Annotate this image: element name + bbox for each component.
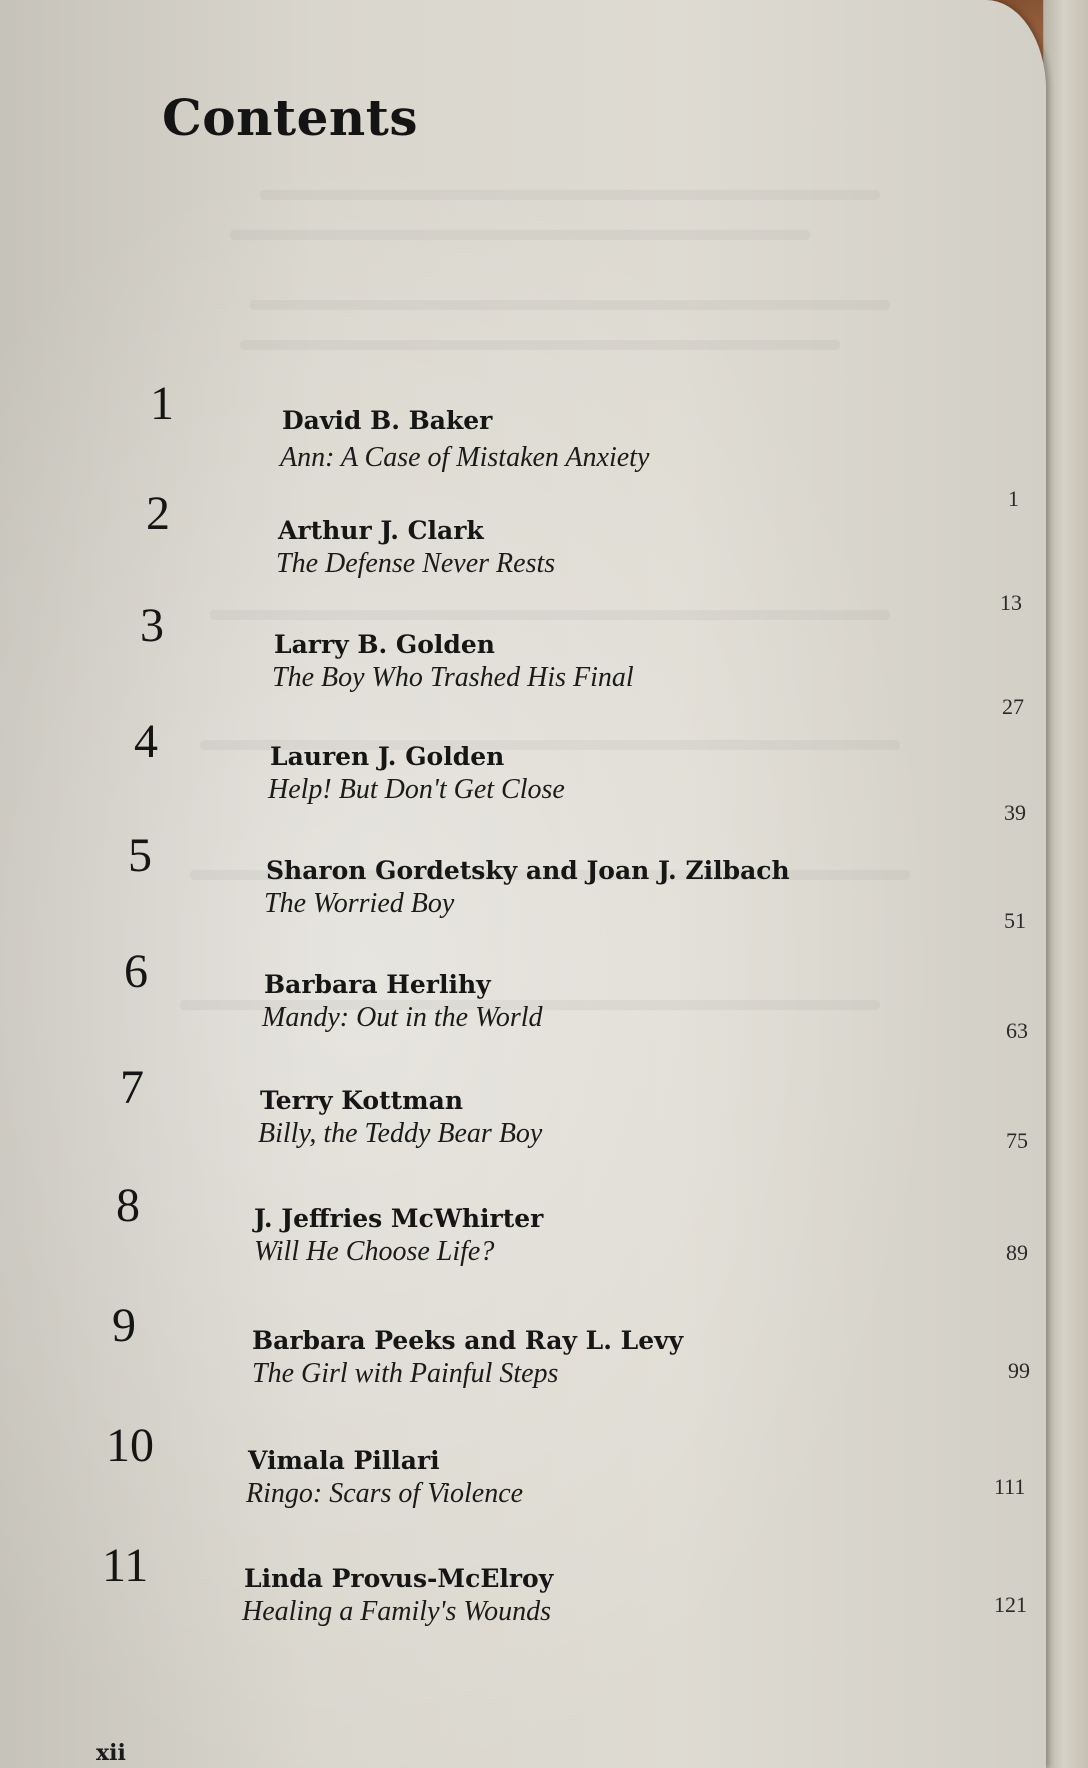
chapter-title: Ann: A Case of Mistaken Anxiety bbox=[280, 442, 650, 473]
chapter-title: Billy, the Teddy Bear Boy bbox=[258, 1118, 543, 1149]
chapter-number: 5 bbox=[128, 829, 152, 882]
chapter-author: Larry B. Golden bbox=[274, 630, 495, 659]
chapter-number: 10 bbox=[106, 1419, 154, 1472]
bleed-through bbox=[250, 300, 890, 310]
toc-entry bbox=[146, 486, 1046, 586]
chapter-number: 7 bbox=[120, 1061, 144, 1114]
page-number: 51 bbox=[1004, 908, 1026, 933]
chapter-title: Healing a Family's Wounds bbox=[242, 1596, 552, 1627]
toc-entry bbox=[150, 376, 1050, 476]
page-number: 39 bbox=[1004, 800, 1026, 825]
chapter-number: 8 bbox=[116, 1179, 140, 1232]
chapter-title: Will He Choose Life? bbox=[254, 1236, 495, 1267]
page-title: Contents bbox=[162, 88, 419, 147]
chapter-author: Terry Kottman bbox=[260, 1086, 463, 1115]
chapter-title: Help! But Don't Get Close bbox=[268, 774, 565, 805]
chapter-author: Barbara Peeks and Ray L. Levy bbox=[252, 1326, 684, 1355]
chapter-number: 6 bbox=[124, 945, 148, 998]
chapter-author: Lauren J. Golden bbox=[270, 742, 505, 771]
page-number: 13 bbox=[1000, 590, 1022, 615]
chapter-title: The Girl with Painful Steps bbox=[252, 1358, 559, 1389]
chapter-number: 1 bbox=[150, 377, 174, 430]
page-number: 121 bbox=[994, 1592, 1027, 1617]
chapter-author: Linda Provus-McElroy bbox=[244, 1564, 554, 1593]
toc-entry bbox=[112, 1298, 1012, 1398]
chapter-number: 9 bbox=[112, 1299, 136, 1352]
bleed-through bbox=[230, 230, 810, 240]
folio-page-number: xii bbox=[96, 1740, 126, 1766]
page-number: 75 bbox=[1006, 1128, 1028, 1153]
toc-entry bbox=[116, 1178, 1016, 1278]
toc-entry bbox=[120, 1060, 1020, 1160]
toc-entry bbox=[128, 828, 1028, 928]
chapter-number: 3 bbox=[140, 599, 164, 652]
toc-entry bbox=[124, 944, 1024, 1044]
chapter-author: Sharon Gordetsky and Joan J. Zilbach bbox=[266, 856, 790, 885]
chapter-title: The Defense Never Rests bbox=[276, 548, 556, 579]
chapter-number: 11 bbox=[102, 1539, 149, 1592]
bleed-through bbox=[260, 190, 880, 200]
chapter-title: Ringo: Scars of Violence bbox=[246, 1478, 524, 1509]
next-page-edge bbox=[1043, 0, 1088, 1768]
toc-entry bbox=[102, 1538, 1002, 1638]
chapter-number: 2 bbox=[146, 487, 170, 540]
bleed-through bbox=[240, 340, 840, 350]
page-number: 89 bbox=[1006, 1240, 1028, 1265]
chapter-number: 4 bbox=[134, 715, 158, 768]
toc-entry bbox=[106, 1418, 1006, 1518]
chapter-title: Mandy: Out in the World bbox=[262, 1002, 543, 1033]
page-number: 63 bbox=[1006, 1018, 1028, 1043]
toc-entry bbox=[140, 598, 1040, 698]
toc-entry bbox=[134, 714, 1034, 814]
chapter-title: The Boy Who Trashed His Final bbox=[272, 662, 634, 693]
page-number: 99 bbox=[1008, 1358, 1030, 1383]
page-number: 1 bbox=[1008, 486, 1019, 511]
chapter-author: Arthur J. Clark bbox=[278, 516, 484, 545]
page-number: 111 bbox=[994, 1474, 1026, 1499]
chapter-author: David B. Baker bbox=[282, 406, 493, 435]
chapter-author: J. Jeffries McWhirter bbox=[254, 1204, 544, 1233]
chapter-title: The Worried Boy bbox=[264, 888, 455, 919]
chapter-author: Vimala Pillari bbox=[248, 1446, 440, 1475]
chapter-author: Barbara Herlihy bbox=[264, 970, 491, 999]
page-number: 27 bbox=[1002, 694, 1024, 719]
